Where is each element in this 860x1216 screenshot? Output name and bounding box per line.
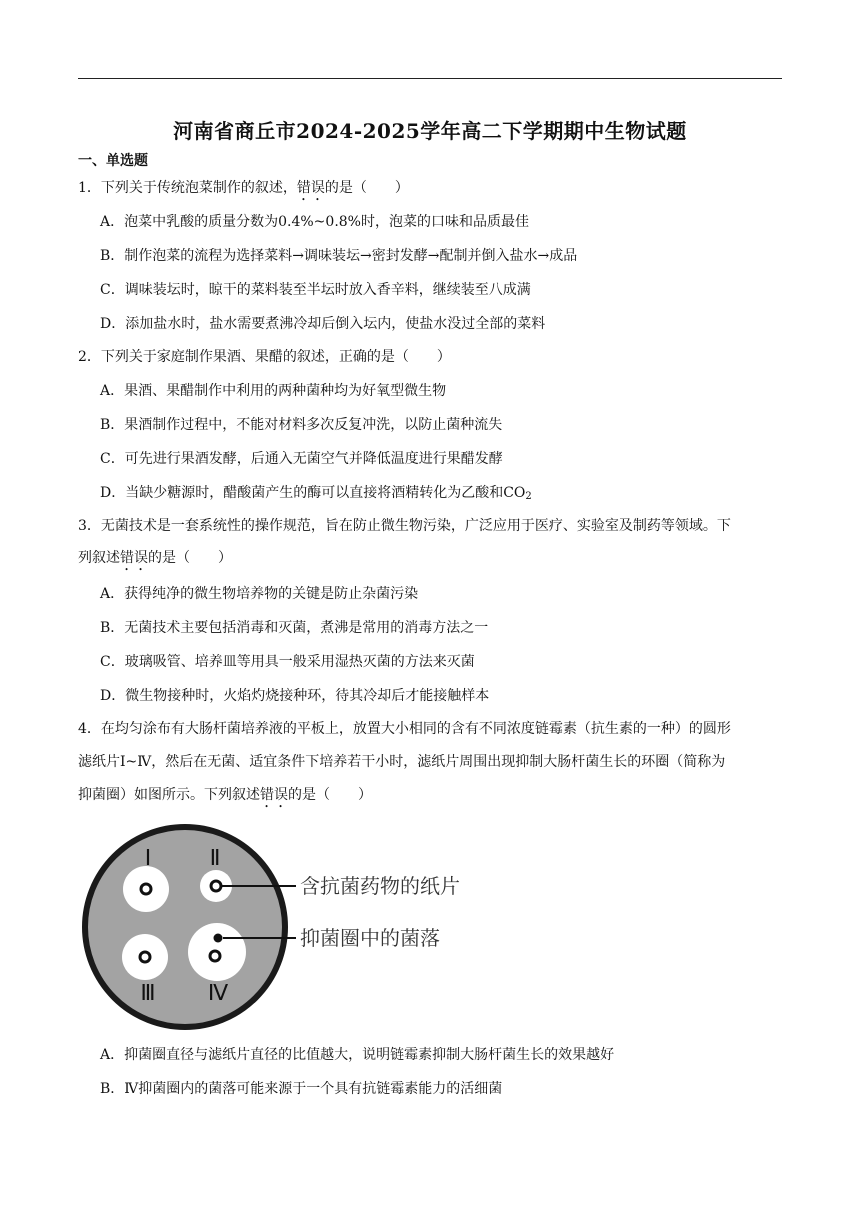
label-i: Ⅰ <box>144 845 152 870</box>
petri-dish <box>85 827 285 1027</box>
question-3-stem-line-2: 列叙述错误的是（ ） <box>78 550 232 566</box>
q3-option-c: C．玻璃吸管、培养皿等用具一般采用湿热灭菌的方法来灭菌 <box>100 654 475 670</box>
q2-option-b: B．果酒制作过程中，不能对材料多次反复冲洗，以防止菌种流失 <box>100 417 503 433</box>
question-4-stem-line-1: 4．在均匀涂布有大肠杆菌培养液的平板上，放置大小相同的含有不同浓度链霉素（抗生素的一种）的圆形 <box>78 721 731 737</box>
co2-subscript: 2 <box>525 491 532 502</box>
q2-option-d: D．当缺少糖源时，醋酸菌产生的酶可以直接将酒精转化为乙酸和CO2 <box>100 485 532 502</box>
colony <box>214 934 223 943</box>
q3-option-a: A．获得纯净的微生物培养物的关键是防止杂菌污染 <box>100 586 419 602</box>
page-title: 河南省商丘市2024-2025学年高二下学期期中生物试题 <box>173 119 687 143</box>
q3-option-b: B．无菌技术主要包括消毒和灭菌，煮沸是常用的消毒方法之一 <box>100 620 489 636</box>
label-ii: Ⅱ <box>209 845 221 870</box>
q4-option-b: B．Ⅳ抑菌圈内的菌落可能来源于一个具有抗链霉素能力的活细菌 <box>100 1081 503 1097</box>
label-iii: Ⅲ <box>140 980 156 1005</box>
question-3-stem-line-1: 3．无菌技术是一套系统性的操作规范，旨在防止微生物污染，广泛应用于医疗、实验室及制药等领域。下 <box>78 518 731 534</box>
question-4-stem-line-2: 滤纸片Ⅰ~Ⅳ，然后在无菌、适宜条件下培养若干小时，滤纸片周围出现抑制大肠杆菌生长的环圈（简称为 <box>78 754 726 770</box>
question-4-stem-line-3: 抑菌圈）如图所示。下列叙述错误的是（ ） <box>78 787 372 803</box>
q1-option-a: A．泡菜中乳酸的质量分数为0.4%~0.8%时，泡菜的口味和品质最佳 <box>100 214 529 230</box>
question-2-stem: 2．下列关于家庭制作果酒、果醋的叙述，正确的是（ ） <box>78 349 451 365</box>
callout-disc-label: 含抗菌药物的纸片 <box>300 874 460 898</box>
q1-option-d: D．添加盐水时，盐水需要煮沸冷却后倒入坛内，使盐水没过全部的菜料 <box>100 316 546 332</box>
petri-dish-figure <box>78 820 518 1035</box>
callout-colony-label: 抑菌圈中的菌落 <box>300 926 440 950</box>
disc-2 <box>211 881 221 891</box>
q1-option-b: B．制作泡菜的流程为选择菜料→调味装坛→密封发酵→配制并倒入盐水→成品 <box>100 248 578 264</box>
disc-3 <box>140 952 150 962</box>
q2-option-a: A．果酒、果醋制作中利用的两种菌种均为好氧型微生物 <box>100 383 447 399</box>
q2-option-c: C．可先进行果酒发酵，后通入无菌空气并降低温度进行果醋发酵 <box>100 451 503 467</box>
q4-option-a: A．抑菌圈直径与滤纸片直径的比值越大，说明链霉素抑制大肠杆菌生长的效果越好 <box>100 1047 615 1063</box>
disc-1 <box>141 884 151 894</box>
q1-option-c: C．调味装坛时，晾干的菜料装至半坛时放入香辛料，继续装至八成满 <box>100 282 531 298</box>
label-iv: Ⅳ <box>207 980 229 1005</box>
q3-option-d: D．微生物接种时，火焰灼烧接种环，待其冷却后才能接触样本 <box>100 688 490 704</box>
question-1-stem: 1．下列关于传统泡菜制作的叙述，错误的是（ ） <box>78 180 409 196</box>
header-rule <box>78 78 782 79</box>
section-heading: 一、单选题 <box>78 153 148 169</box>
disc-4 <box>210 951 220 961</box>
